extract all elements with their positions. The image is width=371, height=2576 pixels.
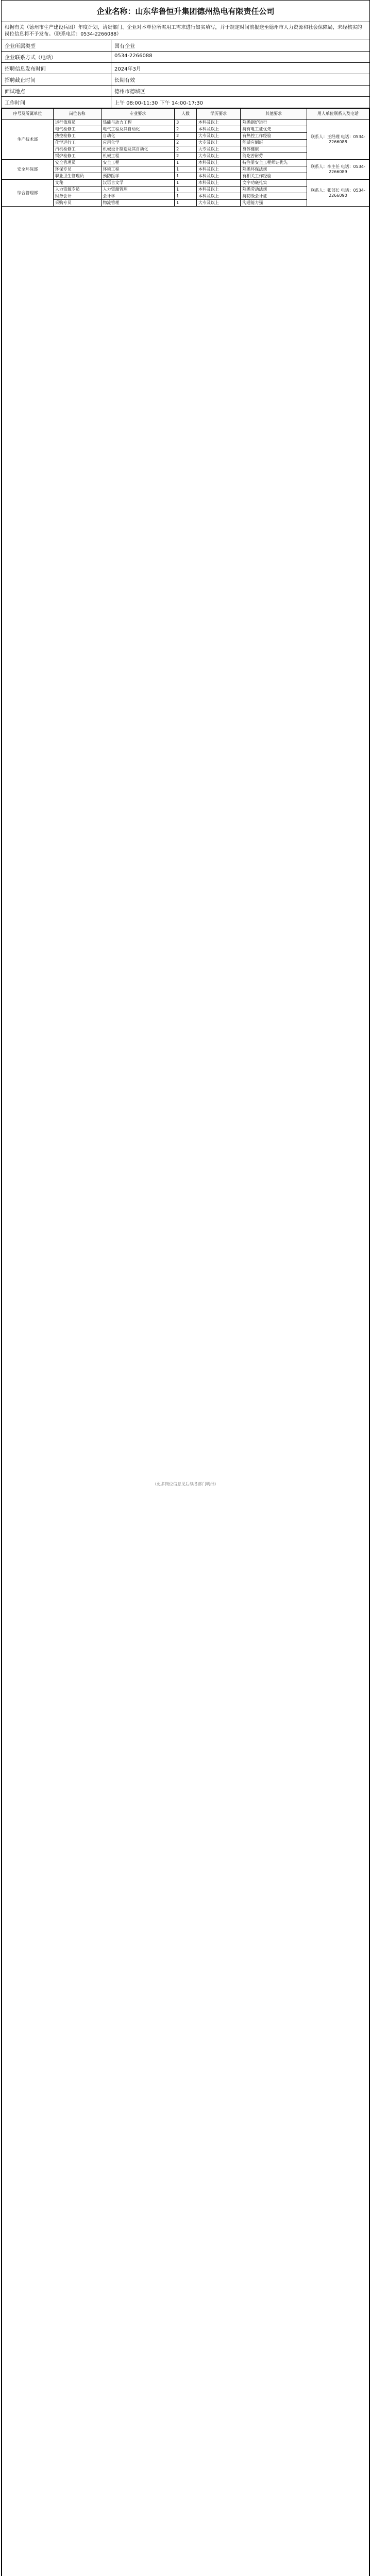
req-cell: 熟悉锅炉运行 (241, 120, 307, 126)
edu-cell: 本科及以上 (196, 120, 241, 126)
dept-cell: 生产技术部 (2, 120, 54, 160)
major-cell: 会计学 (101, 193, 175, 200)
column-header: 序号及所属单位 (2, 109, 54, 120)
count-cell: 1 (175, 187, 197, 193)
table-body (2, 120, 369, 2576)
major-cell: 机械工程 (101, 153, 175, 160)
meta-label: 企业联系方式（电话） (2, 52, 111, 62)
dept-cell: 安全环保部 (2, 160, 54, 180)
meta-value: 2024年3月 (114, 66, 141, 72)
job-cell: 热控检修工 (53, 133, 101, 140)
req-cell: 熟悉环保法规 (241, 166, 307, 173)
table-row (2, 120, 369, 126)
meta-row (2, 74, 369, 86)
meta-label: 招聘截止时间 (2, 74, 111, 85)
count-cell: 2 (175, 133, 197, 140)
req-cell: 文字功底扎实 (241, 180, 307, 187)
job-table (2, 108, 369, 2576)
column-header: 岗位名称 (53, 109, 101, 120)
filler-row (2, 207, 369, 2576)
count-cell: 1 (175, 160, 197, 166)
meta-label: 招聘信息发布时间 (2, 63, 111, 74)
meta-value: 国有企业 (114, 44, 135, 49)
meta-row (2, 63, 369, 74)
meta-value: 0534-2266088 (114, 53, 153, 59)
job-cell: 电气检修工 (53, 126, 101, 133)
count-cell: 2 (175, 153, 197, 160)
edu-cell: 大专及以上 (196, 146, 241, 153)
edu-cell: 大专及以上 (196, 153, 241, 160)
job-cell: 财务会计 (53, 193, 101, 200)
count-cell: 2 (175, 140, 197, 146)
count-cell: 1 (175, 200, 197, 207)
count-cell: 1 (175, 173, 197, 180)
column-header: 用人单位联系人及电话 (307, 109, 369, 120)
major-cell: 物流管理 (101, 200, 175, 207)
document-page (1, 0, 370, 2576)
count-cell: 1 (175, 180, 197, 187)
edu-cell: 本科及以上 (196, 126, 241, 133)
count-cell: 1 (175, 193, 197, 200)
column-header: 人数 (175, 109, 197, 120)
count-cell: 3 (175, 120, 197, 126)
edu-cell: 本科及以上 (196, 166, 241, 173)
edu-cell: 本科及以上 (196, 173, 241, 180)
major-cell: 安全工程 (101, 160, 175, 166)
req-cell: 能吃苦耐劳 (241, 153, 307, 160)
major-cell: 电气工程及其自动化 (101, 126, 175, 133)
job-cell: 文秘 (53, 180, 101, 187)
major-cell: 热能与动力工程 (101, 120, 175, 126)
contact-cell: 联系人：张部长 电话：0534-2266090 (307, 180, 369, 207)
major-cell: 环境工程 (101, 166, 175, 173)
req-cell: 能适应倒班 (241, 140, 307, 146)
edu-cell: 本科及以上 (196, 180, 241, 187)
edu-cell: 大专及以上 (196, 200, 241, 207)
job-cell: 采购专员 (53, 200, 101, 207)
job-cell: 安全管理员 (53, 160, 101, 166)
column-header: 学历要求 (196, 109, 241, 120)
contact-cell: 联系人：王经理 电话：0534-2266088 (307, 120, 369, 160)
count-cell: 1 (175, 166, 197, 173)
document-title: 企业名称：山东华鲁恒升集团德州热电有限责任公司 (2, 1, 369, 22)
meta-label: 企业所属类型 (2, 40, 111, 51)
job-cell: 职业卫生管理员 (53, 173, 101, 180)
job-cell: 锅炉检修工 (53, 153, 101, 160)
meta-row (2, 97, 369, 108)
req-cell: 持有电工证优先 (241, 126, 307, 133)
meta-value: 长期有效 (114, 78, 135, 83)
major-cell: 机械设计制造及其自动化 (101, 146, 175, 153)
column-header: 其他要求 (241, 109, 307, 120)
contact-cell: 联系人：李主任 电话：0534-2266089 (307, 160, 369, 180)
meta-label: 面试地点 (2, 86, 111, 96)
count-cell: 2 (175, 126, 197, 133)
job-cell: 化学运行工 (53, 140, 101, 146)
req-cell: 身体健康 (241, 146, 307, 153)
edu-cell: 本科及以上 (196, 187, 241, 193)
req-cell: 沟通能力强 (241, 200, 307, 207)
req-cell: 持初级会计证 (241, 193, 307, 200)
meta-row (2, 40, 369, 52)
meta-value: 德州市德城区 (114, 89, 145, 95)
dept-cell: 综合管理部 (2, 180, 54, 207)
req-cell: 有相关工作经验 (241, 173, 307, 180)
meta-row (2, 52, 369, 63)
edu-cell: 大专及以上 (196, 133, 241, 140)
major-cell: 自动化 (101, 133, 175, 140)
meta-row (2, 86, 369, 97)
req-cell: 持注册安全工程师证优先 (241, 160, 307, 166)
meta-value: 上午 08:00-11:30 下午 14:00-17:30 (114, 100, 204, 106)
meta-section (2, 40, 369, 108)
job-cell: 汽机检修工 (53, 146, 101, 153)
more-rows-note: （更多岗位信息见后续各部门明细） (2, 207, 369, 2576)
major-cell: 应用化学 (101, 140, 175, 146)
edu-cell: 本科及以上 (196, 193, 241, 200)
column-header: 专业要求 (101, 109, 175, 120)
meta-label: 工作时间 (2, 97, 111, 108)
major-cell: 汉语言文学 (101, 180, 175, 187)
req-cell: 有热控工作经验 (241, 133, 307, 140)
job-cell: 运行值班员 (53, 120, 101, 126)
count-cell: 2 (175, 146, 197, 153)
table-row (2, 180, 369, 187)
edu-cell: 本科及以上 (196, 160, 241, 166)
major-cell: 预防医学 (101, 173, 175, 180)
edu-cell: 大专及以上 (196, 140, 241, 146)
table-row (2, 160, 369, 166)
req-cell: 熟悉劳动法规 (241, 187, 307, 193)
table-header-row (2, 109, 369, 120)
job-cell: 人力资源专员 (53, 187, 101, 193)
document-intro: 根据有关（德州市生产建设兵团）年度计划，请贵部门、企业对本单位所需用工需求进行如实填写，并于规定时间前报送至德州市人力资源和社会保障局，未经核实的岗位信息将不予发布。（联系电话：0534-2266088） (2, 22, 369, 40)
job-cell: 环保专员 (53, 166, 101, 173)
major-cell: 人力资源管理 (101, 187, 175, 193)
